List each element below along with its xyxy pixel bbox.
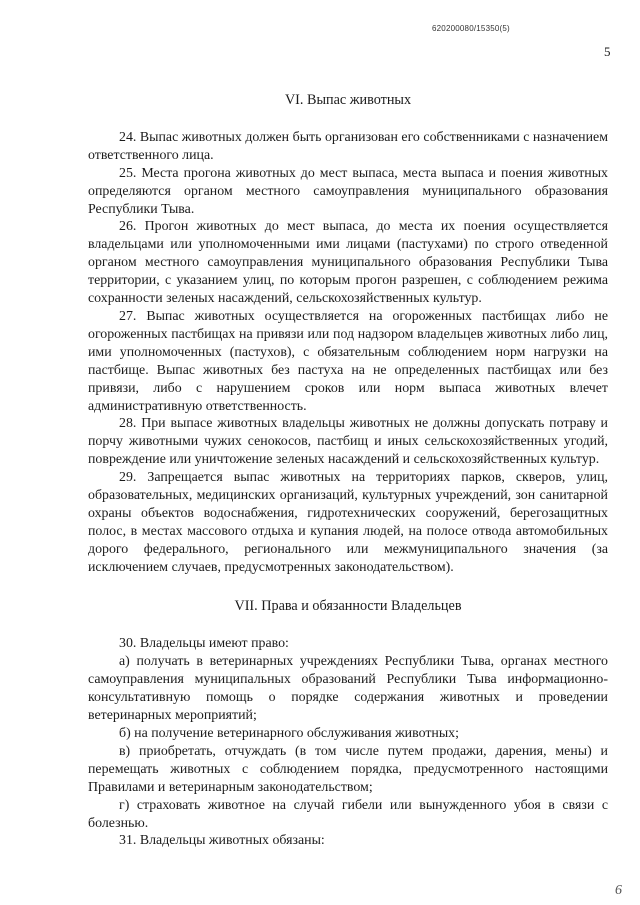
handwritten-page-mark: 6 — [615, 883, 622, 898]
section-vii-title: VII. Права и обязанности Владельцев — [234, 597, 462, 614]
paragraph-30: 30. Владельцы имеют право: — [119, 636, 289, 652]
section-vi-title: VI. Выпас животных — [284, 92, 412, 108]
paragraph-30-g: г) страховать животное на случай гибели или вынужденного убоя в связи с болезнью. — [88, 797, 608, 831]
page-number: 5 — [604, 44, 611, 59]
paragraph-31: 31. Владельцы животных обязаны: — [119, 833, 325, 849]
paragraph-26: 26. Прогон животных до мест выпаса, до места их поения осуществляется владельцами или уполномоченными ими лицами (пастухами) по строго отведенной органом местного самоуправления муниципального образования Республики Тыва территории, с указанием улиц, по которым прогон разрешен, с соблюдением режима сохранности зеленых насаждений, сельскохозяйственных культур. — [88, 219, 608, 307]
paragraph-29: 29. Запрещается выпас животных на территориях парков, скверов, улиц, образовательных, медицинских организаций, культурных учреждений, зон санитарной охраны объектов водоснабжения, гидротехнических сооружений, берегозащитных полос, в местах массового отдыха и купания людей, на полосе отвода автомобильных дорого федерального, регионального или межмуниципального значения (за исключением случаев, предусмотренных законодательством). — [88, 470, 608, 575]
paragraph-27: 27. Выпас животных осуществляется на огороженных пастбищах либо не огороженных пастбищах на привязи или под надзором владельцев животных либо лиц, ими уполномоченных (пастухов), с обязательным соблюдением норм нагрузки на пастбище. Выпас животных без пастуха на не определенных пастбищах или без привязи, либо с нарушением сроков или норм выпаса животных влечет административную ответственность. — [88, 308, 608, 414]
paragraph-28: 28. При выпасе животных владельцы животных не должны допускать потраву и порчу животными чужих сенокосов, пастбищ и иных сельскохозяйственных угодий, повреждение или уничтожение зеленых насаждений и сельскохозяйственных культур. — [88, 416, 608, 468]
paragraph-30-v: в) приобретать, отчуждать (в том числе путем продажи, дарения, мены) и перемещать животных с соблюдением порядка, предусмотренного настоящими Правилами и ветеринарным законодательством; — [88, 743, 608, 795]
paragraph-30-a: а) получать в ветеринарных учреждениях Республики Тыва, органах местного самоуправления муниципальных образований Республики Тыва информационно-консультативную помощь о порядке содержания животных и проведении ветеринарных мероприятий; — [88, 654, 608, 724]
document-registration-number: 620200080/15350(5) — [432, 24, 510, 33]
paragraph-25: 25. Места прогона животных до мест выпаса, места выпаса и поения животных определяются органом местного самоуправления муниципального образования Республики Тыва. — [88, 165, 608, 217]
paragraph-24: 24. Выпас животных должен быть организован его собственниками с назначением ответственного лица. — [88, 129, 608, 163]
paragraph-30-b: б) на получение ветеринарного обслуживания животных; — [119, 726, 459, 741]
document-body — [88, 92, 608, 850]
